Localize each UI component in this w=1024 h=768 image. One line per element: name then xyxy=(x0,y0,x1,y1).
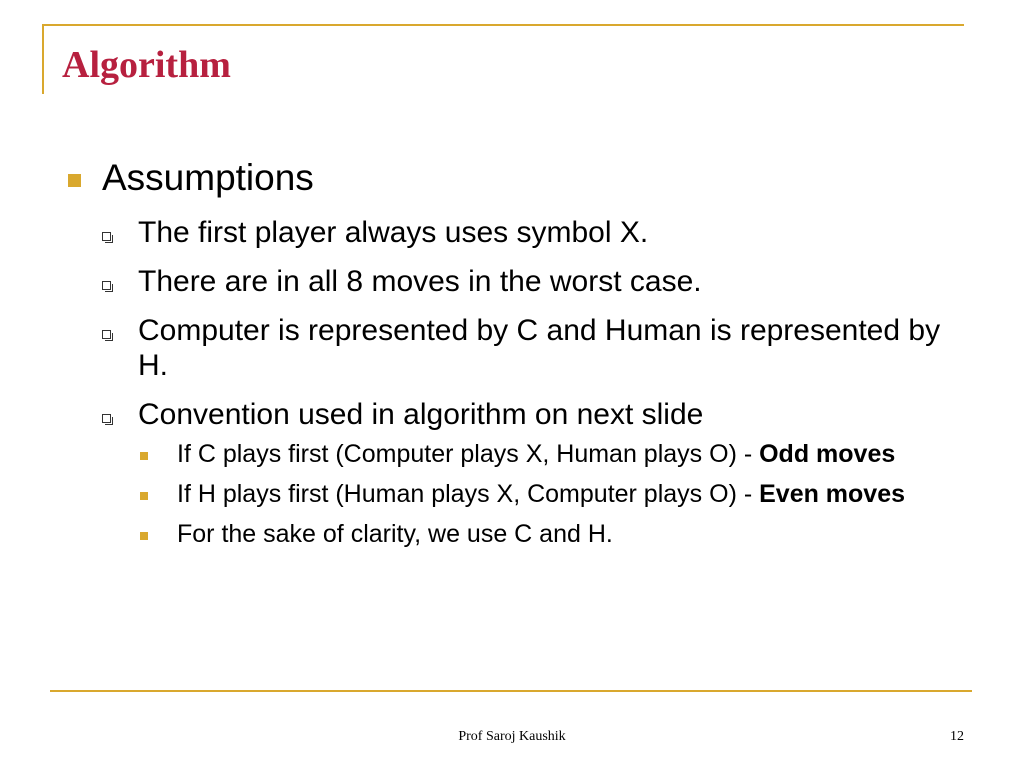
sub-bullet-moves xyxy=(60,264,960,299)
sub-sub-bullet-h-first xyxy=(60,476,960,512)
square-bullet-icon xyxy=(68,174,81,187)
bullet-bold-text: Odd moves xyxy=(759,440,896,468)
page-number: 12 xyxy=(950,729,964,744)
bullet-text: Convention used in algorithm on next slide xyxy=(138,398,704,431)
square-bullet-icon xyxy=(140,452,148,460)
hollow-square-bullet-icon xyxy=(102,330,111,339)
bullet-text: There are in all 8 moves in the worst case. xyxy=(138,265,702,298)
sub-sub-bullet-c-first xyxy=(60,436,960,472)
bullet-text: If H plays first (Human plays X, Computer plays O) - xyxy=(177,480,760,508)
slide-body xyxy=(60,155,960,552)
sub-sub-bullet-clarity xyxy=(60,516,960,552)
top-frame-line xyxy=(42,24,964,26)
left-frame-line xyxy=(42,24,44,94)
square-bullet-icon xyxy=(140,492,148,500)
bullet-assumptions xyxy=(60,155,960,201)
bullet-bold-text: Even moves xyxy=(759,480,906,508)
bottom-frame-line xyxy=(50,690,972,692)
bullet-text: If C plays first (Computer plays X, Human plays O) - xyxy=(177,440,760,468)
sub-bullet-first-player xyxy=(60,215,960,250)
bullet-text: Assumptions xyxy=(102,157,314,198)
hollow-square-bullet-icon xyxy=(102,414,111,423)
footer-author: Prof Saroj Kaushik xyxy=(458,729,566,744)
hollow-square-bullet-icon xyxy=(102,281,111,290)
square-bullet-icon xyxy=(140,532,148,540)
bullet-text: For the sake of clarity, we use C and H. xyxy=(177,520,613,548)
bullet-text: The first player always uses symbol X. xyxy=(138,216,649,249)
sub-bullet-convention xyxy=(60,397,960,432)
slide-title: Algorithm xyxy=(62,44,231,86)
hollow-square-bullet-icon xyxy=(102,232,111,241)
sub-bullet-representation xyxy=(60,313,960,383)
bullet-text: Computer is represented by C and Human is represented by H. xyxy=(138,314,941,382)
